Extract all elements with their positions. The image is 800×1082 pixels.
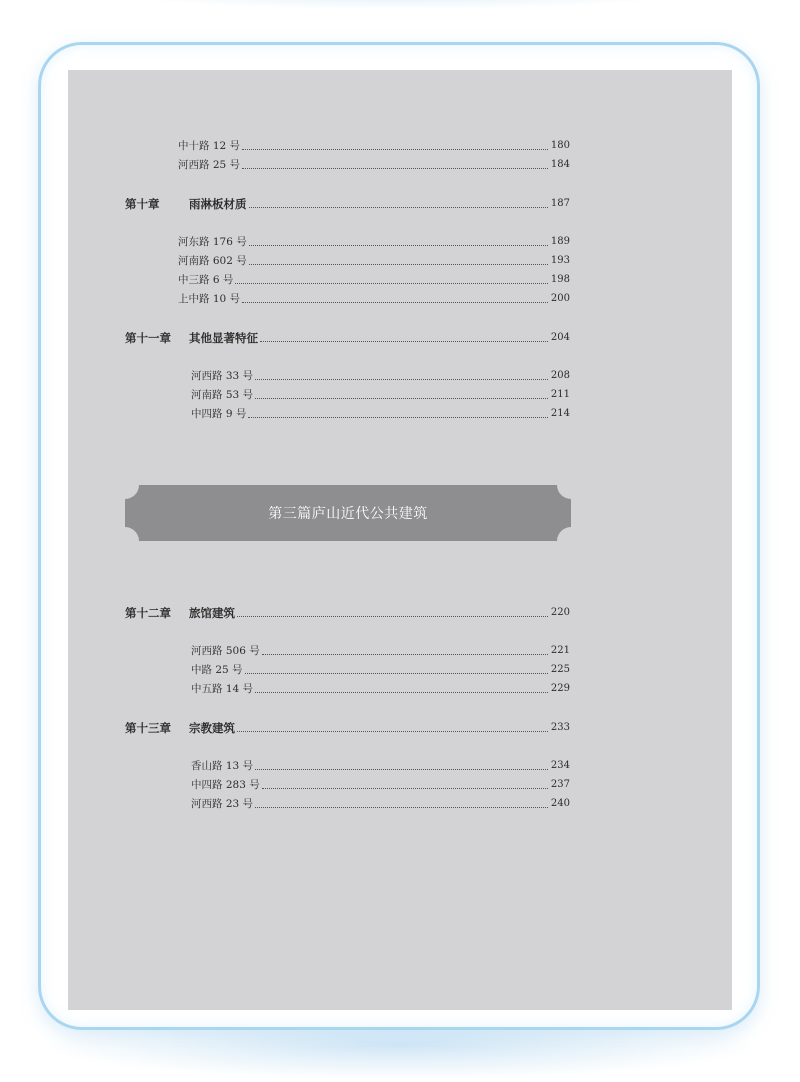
chapter-heading [125, 606, 235, 620]
entry-title: 河西路 506 号 [191, 645, 260, 657]
entry-title: 中五路 14 号 [191, 683, 254, 695]
dot-leader [255, 769, 548, 770]
page-number: 189 [550, 236, 570, 247]
dot-leader [248, 417, 548, 418]
chapter-number: 第十三章 [125, 721, 171, 735]
chapter-heading [125, 331, 258, 345]
page-number: 198 [550, 274, 570, 285]
dot-leader [249, 245, 548, 246]
page-number: 204 [550, 332, 570, 343]
chapter-title: 雨淋板材质 [189, 197, 247, 211]
toc-entry-row[interactable] [178, 137, 570, 153]
page-number: 180 [550, 140, 570, 151]
chapter-heading [125, 721, 235, 735]
entry-title: 中三路 6 号 [178, 274, 234, 286]
page-number: 221 [550, 645, 570, 656]
toc-entry-row[interactable] [178, 290, 570, 306]
page-number: 237 [550, 779, 570, 790]
page-number: 211 [550, 389, 570, 400]
chapter-title: 其他显著特征 [189, 331, 258, 345]
toc-entry-row[interactable] [191, 757, 570, 773]
chapter-title: 旅馆建筑 [189, 606, 235, 620]
dot-leader [237, 616, 548, 617]
page-number: 187 [550, 198, 570, 209]
toc-entry-row[interactable] [191, 680, 570, 696]
dot-leader [255, 379, 548, 380]
toc-chapter-row[interactable] [125, 195, 570, 211]
page-number: 214 [550, 408, 570, 419]
toc-chapter-row[interactable] [125, 604, 570, 620]
toc-entry-row[interactable] [191, 776, 570, 792]
toc-chapter-row[interactable] [125, 329, 570, 345]
page-number: 233 [550, 722, 570, 733]
dot-leader [262, 654, 548, 655]
entry-title: 中四路 283 号 [191, 779, 260, 791]
entry-title: 河西路 25 号 [178, 159, 241, 171]
dot-leader [242, 302, 548, 303]
toc-entry-row[interactable] [191, 795, 570, 811]
dot-leader [237, 731, 548, 732]
toc-chapter-row[interactable] [125, 719, 570, 735]
toc-entry-row[interactable] [178, 233, 570, 249]
entry-title: 中四路 9 号 [191, 408, 247, 420]
page-number: 208 [550, 370, 570, 381]
entry-title: 中路 25 号 [191, 664, 243, 676]
part-label: 第三篇 [268, 506, 312, 522]
dot-leader [249, 264, 548, 265]
banner-text [125, 485, 571, 541]
entry-title: 上中路 10 号 [178, 293, 241, 305]
dot-leader [249, 207, 548, 208]
chapter-title: 宗教建筑 [189, 721, 235, 735]
chapter-number: 第十二章 [125, 606, 171, 620]
entry-title: 河西路 23 号 [191, 798, 254, 810]
chapter-number: 第十一章 [125, 331, 171, 345]
dot-leader [235, 283, 548, 284]
page-number: 184 [550, 159, 570, 170]
entry-title: 中十路 12 号 [178, 140, 241, 152]
dot-leader [255, 807, 548, 808]
page-number: 193 [550, 255, 570, 266]
page-number: 220 [550, 607, 570, 618]
toc-entry-row[interactable] [178, 271, 570, 287]
dot-leader [242, 168, 548, 169]
toc-entry-row[interactable] [191, 367, 570, 383]
part-banner [125, 485, 571, 541]
dot-leader [260, 341, 548, 342]
page-number: 225 [550, 664, 570, 675]
toc-entry-row[interactable] [191, 642, 570, 658]
entry-title: 香山路 13 号 [191, 760, 254, 772]
chapter-heading [125, 197, 247, 211]
toc-entry-row[interactable] [191, 405, 570, 421]
toc-entry-row[interactable] [178, 156, 570, 172]
toc-entry-row[interactable] [178, 252, 570, 268]
page-number: 240 [550, 798, 570, 809]
entry-title: 河南路 53 号 [191, 389, 254, 401]
dot-leader [255, 692, 548, 693]
page-number: 234 [550, 760, 570, 771]
entry-title: 河东路 176 号 [178, 236, 247, 248]
dot-leader [262, 788, 548, 789]
top-glow [90, 0, 710, 10]
toc-entry-row[interactable] [191, 386, 570, 402]
page-number: 229 [550, 683, 570, 694]
entry-title: 河南路 602 号 [178, 255, 247, 267]
toc-page [68, 70, 732, 1010]
part-title: 庐山近代公共建筑 [311, 506, 428, 522]
dot-leader [245, 673, 548, 674]
entry-title: 河西路 33 号 [191, 370, 254, 382]
page-number: 200 [550, 293, 570, 304]
dot-leader [255, 398, 548, 399]
chapter-number: 第十章 [125, 197, 160, 211]
dot-leader [242, 149, 548, 150]
toc-entry-row[interactable] [191, 661, 570, 677]
